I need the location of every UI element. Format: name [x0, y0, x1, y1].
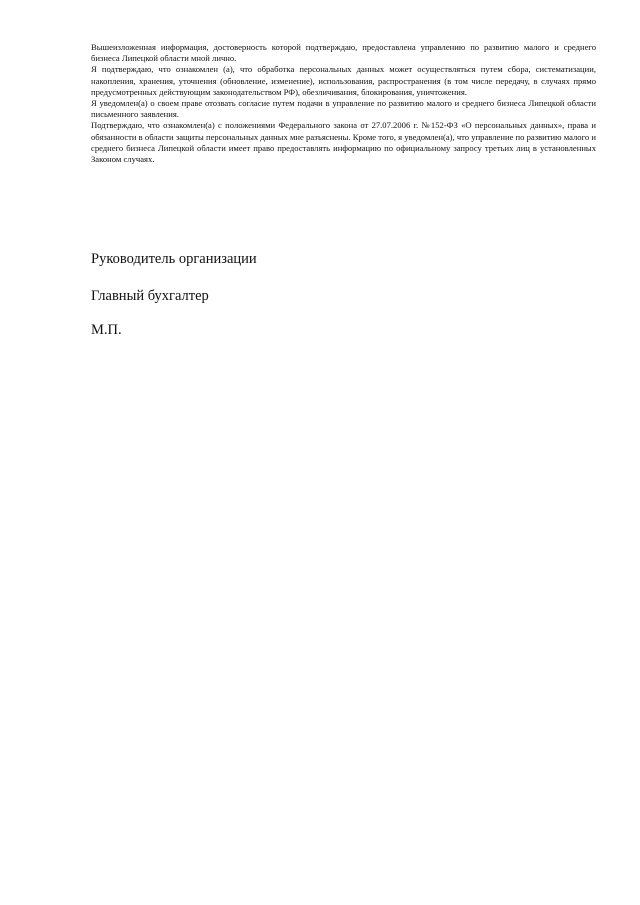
paragraph-info-provided: Вышеизложенная информация, достоверность которой подтверждаю, предоставлена управлению по развитию малого и среднего бизнеса Липецкой области мной лично. — [91, 42, 596, 64]
seal-place-label: М.П. — [91, 322, 122, 338]
chief-accountant-label: Главный бухгалтер — [91, 288, 209, 304]
consent-text — [91, 42, 596, 165]
head-of-organization-label: Руководитель организации — [91, 251, 257, 267]
paragraph-data-processing: Я подтверждаю, что ознакомлен (а), что обработка персональных данных может осуществляться путем сбора, систематизации, накопления, хранения, уточнения (обновление, изменение), использования, распространения (в том числе передачу, в случаях прямо предусмотренных действующим законодательством РФ), обезличивания, блокирования, уничтожения. — [91, 64, 596, 97]
paragraph-withdraw-consent: Я уведомлен(а) о своем праве отозвать согласие путем подачи в управление по развитию малого и среднего бизнеса Липецкой области письменного заявления. — [91, 98, 596, 120]
paragraph-federal-law: Подтверждаю, что ознакомлен(а) с положениями Федерального закона от 27.07.2006 г. №152-ФЗ «О персональных данных», права и обязанности в области защиты персональных данных мне разъяснены. Кроме того, я уведомлен(а), что управление по развитию малого и среднего бизнеса Липецкой области имеет право предоставлять информацию по официальному запросу третьих лиц в установленных Законом случаях. — [91, 120, 596, 165]
